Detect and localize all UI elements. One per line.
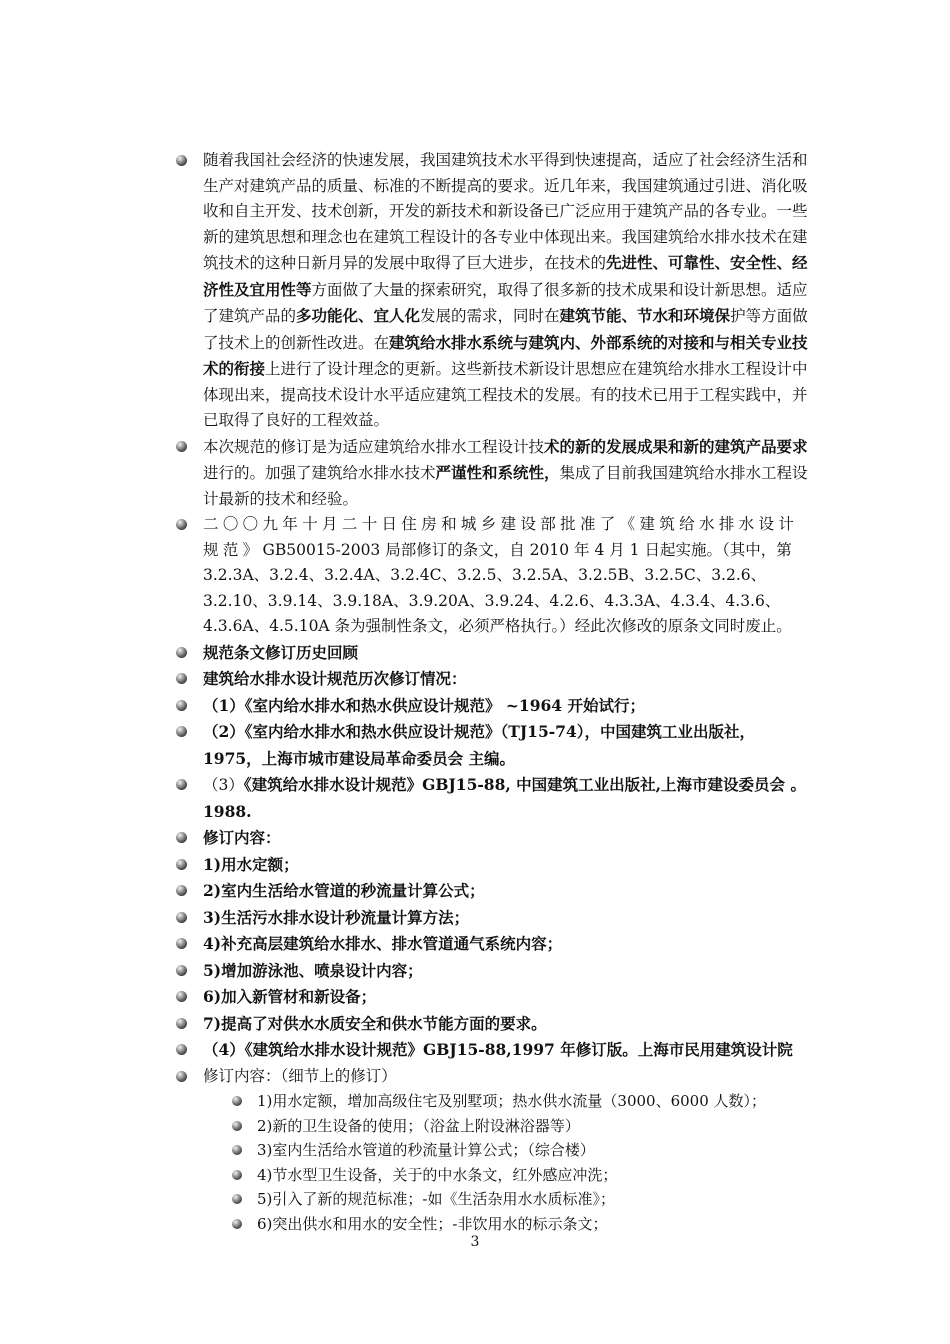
bullet-icon <box>176 779 187 790</box>
bullet-icon <box>232 1170 242 1180</box>
text-segment: 4)补充高层建筑给水排水、排水管道通气系统内容； <box>203 934 563 953</box>
text-segment: 6)突出供水和用水的安全性；-非饮用水的标示条文； <box>257 1214 608 1233</box>
bullet-list <box>172 148 812 1236</box>
bullet-icon <box>232 1121 242 1131</box>
text-segment: 建筑给水排水设计规范历次修订情况： <box>203 669 467 688</box>
sub-list-item <box>230 1114 812 1139</box>
bullet-icon <box>232 1219 242 1229</box>
list-item <box>172 148 812 434</box>
text-segment: 方面做了大量的探索研究，取得了很多新的技术成果和设计新思想。适应了建筑产品的 <box>203 280 808 325</box>
text-segment: 修订内容：（细节上的修订） <box>203 1066 397 1085</box>
text-segment: 1)用水定额； <box>203 854 299 874</box>
list-item <box>172 1064 812 1090</box>
text-segment: 1)用水定额，增加高级住宅及别墅项；热水供水流量（3000、6000 人数）； <box>257 1092 767 1110</box>
text-segment: （2）《室内给水排水和热水供应设计规范》（TJ15-74），中国建筑工业出版社，1975，上海市城市建设局革命委员会 主编。 <box>203 722 755 768</box>
text-segment: （4）《建筑给水排水设计规范》GBJ15-88,1997 年修订版。上海市民用建筑设计院 <box>203 1040 793 1059</box>
text-segment: 2)室内生活给水管道的秒流量计算公式； <box>203 881 485 900</box>
bullet-icon <box>176 1071 187 1082</box>
text-segment: 集成了目前我国建筑给水排水工程设计最新的技术和经验。 <box>203 464 808 508</box>
sub-list-item <box>230 1138 812 1163</box>
text-segment: 术的新的发展成果和新的建筑产品要求 <box>544 436 808 456</box>
text-segment: 5)引入了新的规范标准；-如《生活杂用水水质标准》； <box>257 1190 615 1208</box>
list-item <box>172 640 812 667</box>
text-segment: 6)加入新管材和新设备； <box>203 987 377 1006</box>
text-segment: 3)室内生活给水管道的秒流量计算公式；（综合楼） <box>257 1141 595 1159</box>
list-item <box>172 1037 812 1064</box>
text-segment: （1）《室内给水排水和热水供应设计规范》 ~1964 开始试行； <box>203 695 645 715</box>
sub-list-item <box>230 1163 812 1188</box>
bullet-icon <box>176 832 187 843</box>
text-segment: 2)新的卫生设备的使用；（浴盆上附设淋浴器等） <box>257 1116 580 1135</box>
text-segment: 上进行了设计理念的更新。这些新技术新设计思想应在建筑给水排水工程设计中体现出来，提高技术设计水平适应建筑工程技术的发展。有的技术已用于工程实践中，并已取得了良好的工程效益。 <box>203 360 808 429</box>
text-segment: 进行的。加强了建筑给水排水技术 <box>203 464 436 482</box>
list-item <box>172 905 812 932</box>
bullet-icon <box>176 1018 187 1029</box>
text-segment: 3)生活污水排水设计秒流量计算方法； <box>203 907 470 927</box>
bullet-icon <box>176 1044 187 1055</box>
list-item <box>172 931 812 958</box>
bullet-icon <box>176 991 187 1002</box>
list-item <box>172 825 812 852</box>
bullet-icon <box>176 885 187 896</box>
list-item <box>172 666 812 693</box>
text-segment: 建筑给水排水系统与建筑内、外部系统的对接和与相关专业技术的衔接 <box>203 332 808 378</box>
bullet-icon <box>176 519 187 530</box>
text-segment: 本次规范的修订是为适应建筑给水排水工程设计技 <box>203 437 545 456</box>
list-item <box>172 434 812 513</box>
list-item <box>172 878 812 905</box>
list-item <box>172 693 812 720</box>
text-segment: 发展的需求，同时在 <box>420 307 560 325</box>
text-segment: 建筑节能、节水和环境保 <box>559 306 731 325</box>
sub-list-item <box>230 1212 812 1237</box>
text-segment: 5)增加游泳池、喷泉设计内容； <box>203 960 423 980</box>
text-segment: 严谨性和系统性， <box>435 463 560 482</box>
list-item <box>172 852 812 879</box>
text-segment: 多功能化、宜人化 <box>296 306 421 325</box>
bullet-icon <box>176 965 187 976</box>
list-item <box>172 1011 812 1038</box>
text-segment: （3） <box>203 776 244 794</box>
text-segment: 护等方面做了技术上的创新性改进。在 <box>203 307 808 352</box>
bullet-icon <box>176 726 187 737</box>
bullet-icon <box>176 700 187 711</box>
text-segment: 二〇〇九年十月二十日住房和城乡建设部批准了《建筑给水排水设计规范》 <box>203 515 799 559</box>
list-item <box>172 958 812 985</box>
text-segment: 《建筑给水排水设计规范》GBJ15-88, 中国建筑工业出版社,上海市建设委员会 。1988. <box>203 775 806 821</box>
bullet-icon <box>176 938 187 949</box>
bullet-icon <box>176 441 187 452</box>
bullet-icon <box>176 859 187 870</box>
bullet-icon <box>176 673 187 684</box>
sub-list-item <box>230 1187 812 1212</box>
bullet-icon <box>232 1194 242 1204</box>
text-segment: 4)节水型卫生设备，关于的中水条文，红外感应冲洗； <box>257 1165 618 1184</box>
list-item <box>172 984 812 1011</box>
bullet-icon <box>232 1096 242 1106</box>
page-number: 3 <box>470 1234 480 1250</box>
list-item <box>172 772 812 825</box>
bullet-icon <box>176 647 187 658</box>
text-segment: 先进性、可靠性、安全性、经济性及宜用性等 <box>203 253 808 299</box>
list-item <box>172 512 812 640</box>
bullet-icon <box>176 912 187 923</box>
text-segment: 7)提高了对供水水质安全和供水节能方面的要求。 <box>203 1013 547 1033</box>
bullet-icon <box>232 1145 242 1155</box>
bullet-icon <box>176 155 187 166</box>
text-segment: GB50015-2003 局部修订的条文，自 2010 年 4 月 1 日起实施。（其中，第 3.2.3A、3.2.4、3.2.4A、3.2.4C、3.2.5、3.2.5A、3.2.5B、3.2.5C、3.2.6、3.2.10、3.9.14、3.9.18A、3.9.20A、3.9.24、4.2.6、4.3.3A、4.3.4、4.3.6、4.3.6A、4.5.10A 条为强制性条文，必须严格执行。）经此次修改的原条文同时废止。 <box>203 540 792 635</box>
list-item <box>172 719 812 772</box>
text-segment: 规范条文修订历史回顾 <box>203 642 359 662</box>
text-segment: 修订内容： <box>203 828 281 847</box>
text-segment: 随着我国社会经济的快速发展，我国建筑技术水平得到快速提高，适应了社会经济生活和生产对建筑产品的质量、标准的不断提高的要求。近几年来，我国建筑通过引进、消化吸收和自主开发、技术创新，开发的新技术和新设备已广泛应用于建筑产品的各专业。一些新的建筑思想和理念也在建筑工程设计的各专业中体现出来。我国建筑给水排水技术在建筑技术的这种日新月异的发展中取得了巨大进步，在技术的 <box>203 151 808 272</box>
sub-list-item <box>230 1089 812 1114</box>
